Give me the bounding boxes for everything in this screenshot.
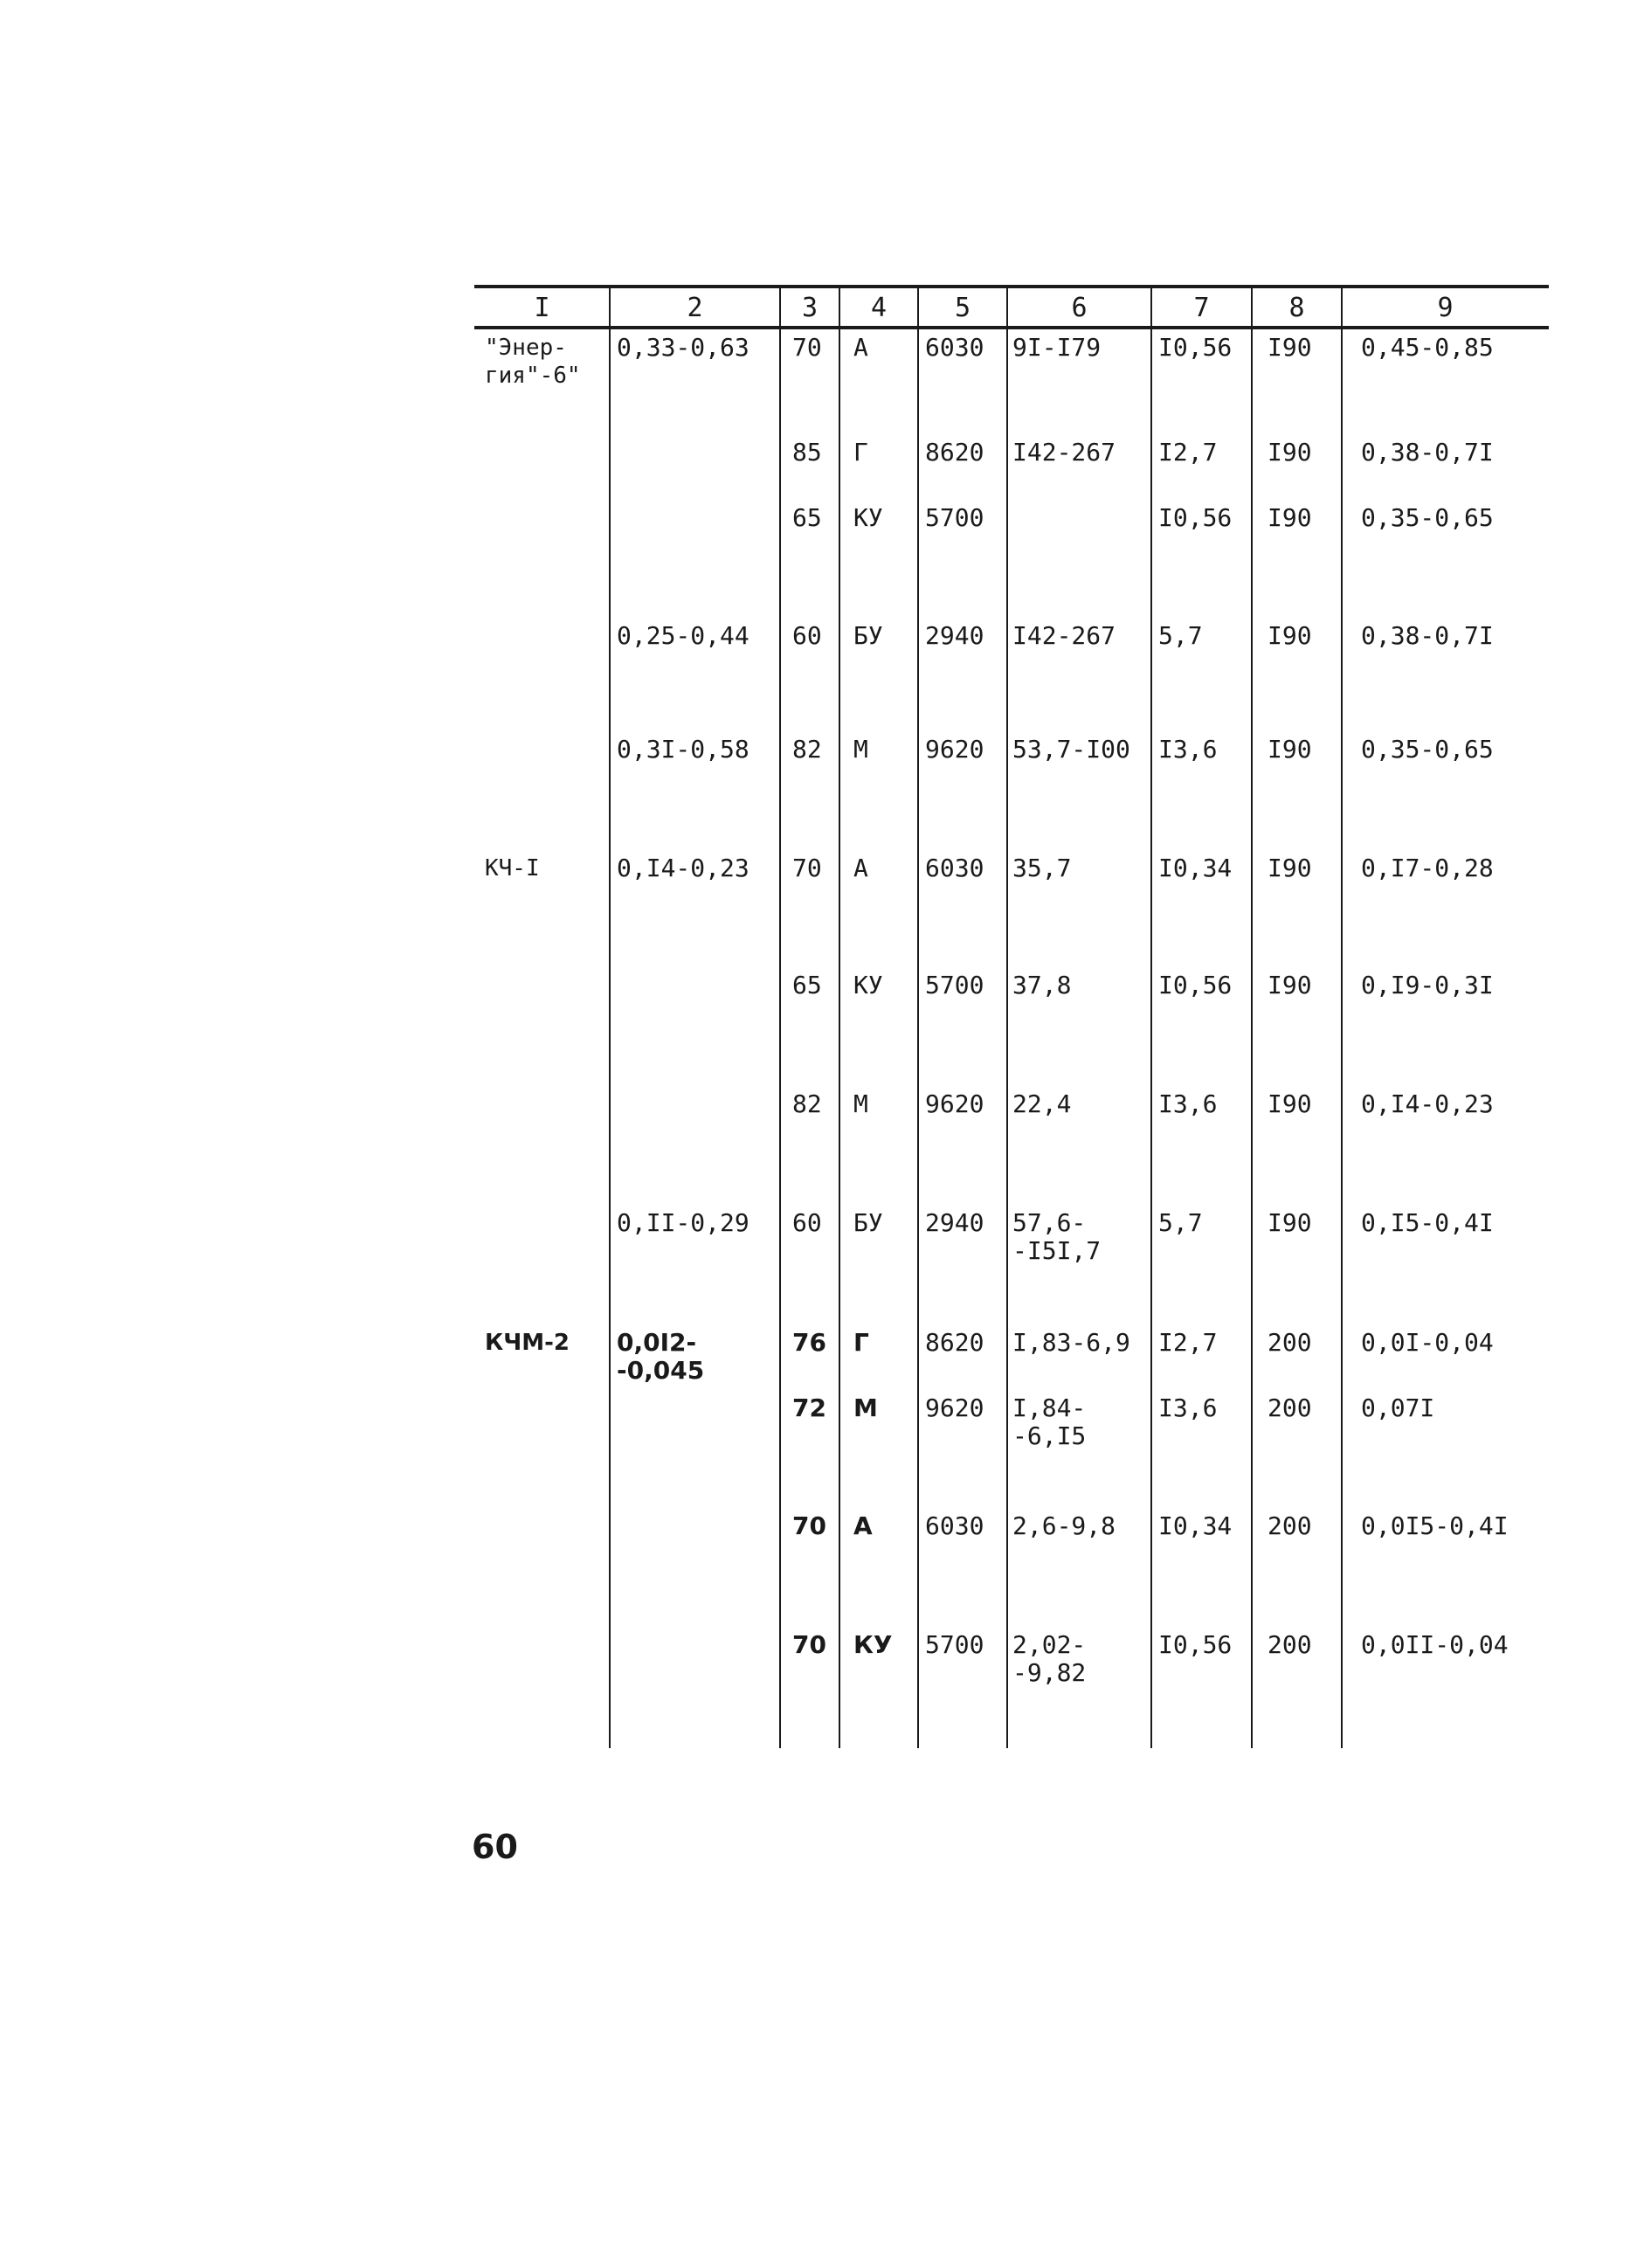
table-cell: I0,56 xyxy=(1158,503,1233,532)
table-cell: 72 xyxy=(792,1393,826,1422)
table-cell: "Энер- гия"-6" xyxy=(485,335,581,389)
table-cell: I,83-6,9 xyxy=(1012,1328,1130,1357)
table-cell: 65 xyxy=(792,971,822,999)
table-cell: 2,02- -9,82 xyxy=(1012,1630,1087,1687)
table-cell: 35,7 xyxy=(1012,854,1072,882)
table-cell: 0,I4-0,23 xyxy=(617,854,749,882)
column-separator xyxy=(1006,288,1008,1748)
table-cell: 2,6-9,8 xyxy=(1012,1511,1116,1540)
column-header: 6 xyxy=(1071,293,1088,323)
table-cell: 82 xyxy=(792,1089,822,1118)
table-cell: 0,II-0,29 xyxy=(617,1208,749,1237)
table-cell: 70 xyxy=(792,1511,826,1540)
page-number: 60 xyxy=(472,1828,518,1866)
table-cell: I3,6 xyxy=(1158,1393,1218,1422)
table-cell: I90 xyxy=(1268,971,1312,999)
table-cell: 5,7 xyxy=(1158,1208,1203,1237)
table-cell: I42-267 xyxy=(1012,621,1116,650)
table-cell: 0,25-0,44 xyxy=(617,621,749,650)
table-cell: 0,35-0,65 xyxy=(1361,503,1494,532)
table-cell: КЧ-I xyxy=(485,855,540,882)
table-cell: I42-267 xyxy=(1012,438,1116,467)
table-cell: I90 xyxy=(1268,503,1312,532)
table-cell: 85 xyxy=(792,438,822,467)
table-cell: 82 xyxy=(792,735,822,764)
table-cell: 200 xyxy=(1268,1328,1312,1357)
column-separator xyxy=(1150,288,1152,1748)
table-cell: I90 xyxy=(1268,438,1312,467)
table-cell: 5700 xyxy=(925,503,984,532)
table-cell: 6030 xyxy=(925,333,984,362)
table-cell: I0,34 xyxy=(1158,1511,1233,1540)
table-cell: I90 xyxy=(1268,333,1312,362)
table-cell: 5,7 xyxy=(1158,621,1203,650)
table-cell: 0,45-0,85 xyxy=(1361,333,1494,362)
table-cell: 0,0I-0,04 xyxy=(1361,1328,1494,1357)
table-cell: 0,0I2- -0,045 xyxy=(617,1328,705,1385)
table-cell: 8620 xyxy=(925,1328,984,1357)
table-cell: 37,8 xyxy=(1012,971,1072,999)
table-cell: 60 xyxy=(792,1208,822,1237)
table-cell: 0,I4-0,23 xyxy=(1361,1089,1494,1118)
table-cell: 9620 xyxy=(925,1089,984,1118)
table-cell: 5700 xyxy=(925,1630,984,1659)
column-header: I xyxy=(534,293,550,323)
table-cell: КУ xyxy=(853,503,883,532)
table-cell: I0,56 xyxy=(1158,333,1233,362)
table-cell: I90 xyxy=(1268,621,1312,650)
table-cell: 8620 xyxy=(925,438,984,467)
table-cell: I90 xyxy=(1268,735,1312,764)
table-cell: 0,I5-0,4I xyxy=(1361,1208,1494,1237)
table-cell: КЧМ-2 xyxy=(485,1330,570,1356)
table-cell: 2940 xyxy=(925,1208,984,1237)
table-cell: 2940 xyxy=(925,621,984,650)
table-cell: 6030 xyxy=(925,854,984,882)
table-cell: 0,35-0,65 xyxy=(1361,735,1494,764)
table-cell: М xyxy=(853,1393,878,1422)
table-cell: I2,7 xyxy=(1158,438,1218,467)
table-cell: 200 xyxy=(1268,1393,1312,1422)
table-cell: 9620 xyxy=(925,1393,984,1422)
table-cell: КУ xyxy=(853,971,883,999)
table-cell: Г xyxy=(853,1328,869,1357)
column-header: 7 xyxy=(1193,293,1210,323)
table-cell: 0,33-0,63 xyxy=(617,333,749,362)
table-cell: 70 xyxy=(792,1630,826,1659)
table-cell: 70 xyxy=(792,854,822,882)
table-cell: 200 xyxy=(1268,1630,1312,1659)
table-cell: КУ xyxy=(853,1630,893,1659)
table-cell: 22,4 xyxy=(1012,1089,1072,1118)
table-cell: 0,38-0,7I xyxy=(1361,438,1494,467)
column-separator xyxy=(1251,288,1253,1748)
table-cell: 0,38-0,7I xyxy=(1361,621,1494,650)
table-cell: I,84- -6,I5 xyxy=(1012,1393,1087,1450)
table-cell: 9I-I79 xyxy=(1012,333,1102,362)
table-cell: Г xyxy=(853,438,868,467)
table-cell: БУ xyxy=(853,1208,883,1237)
column-separator xyxy=(1341,288,1343,1748)
table-cell: 0,0I5-0,4I xyxy=(1361,1511,1509,1540)
column-header: 8 xyxy=(1288,293,1305,323)
table-cell: I3,6 xyxy=(1158,735,1218,764)
data-table xyxy=(474,285,1549,1748)
table-cell: А xyxy=(853,333,868,362)
column-separator xyxy=(917,288,919,1748)
table-top-rule xyxy=(474,285,1549,288)
table-cell: 0,0II-0,04 xyxy=(1361,1630,1509,1659)
column-separator xyxy=(779,288,781,1748)
table-cell: А xyxy=(853,854,868,882)
column-header: 4 xyxy=(870,293,888,323)
table-cell: М xyxy=(853,1089,868,1118)
table-cell: I0,56 xyxy=(1158,1630,1233,1659)
table-cell: 76 xyxy=(792,1328,826,1357)
column-separator xyxy=(609,288,611,1748)
table-cell: БУ xyxy=(853,621,883,650)
table-cell: М xyxy=(853,735,868,764)
table-cell: I0,34 xyxy=(1158,854,1233,882)
table-cell: 5700 xyxy=(925,971,984,999)
table-cell: 200 xyxy=(1268,1511,1312,1540)
column-header: 5 xyxy=(954,293,971,323)
table-cell: 70 xyxy=(792,333,822,362)
table-cell: А xyxy=(853,1511,873,1540)
column-header: 3 xyxy=(801,293,819,323)
table-cell: 57,6- -I5I,7 xyxy=(1012,1208,1102,1265)
table-cell: 0,07I xyxy=(1361,1393,1435,1422)
table-cell: 53,7-I00 xyxy=(1012,735,1130,764)
column-header: 2 xyxy=(687,293,703,323)
table-cell: I90 xyxy=(1268,1089,1312,1118)
table-cell: I0,56 xyxy=(1158,971,1233,999)
column-separator xyxy=(839,288,840,1748)
table-cell: I2,7 xyxy=(1158,1328,1218,1357)
header-bottom-rule xyxy=(474,326,1549,329)
table-cell: 0,3I-0,58 xyxy=(617,735,749,764)
table-cell: I3,6 xyxy=(1158,1089,1218,1118)
table-cell: 60 xyxy=(792,621,822,650)
table-cell: 65 xyxy=(792,503,822,532)
table-cell: 0,I9-0,3I xyxy=(1361,971,1494,999)
table-cell: I90 xyxy=(1268,854,1312,882)
table-cell: I90 xyxy=(1268,1208,1312,1237)
table-cell: 9620 xyxy=(925,735,984,764)
table-cell: 6030 xyxy=(925,1511,984,1540)
table-cell: 0,I7-0,28 xyxy=(1361,854,1494,882)
column-header: 9 xyxy=(1437,293,1454,323)
